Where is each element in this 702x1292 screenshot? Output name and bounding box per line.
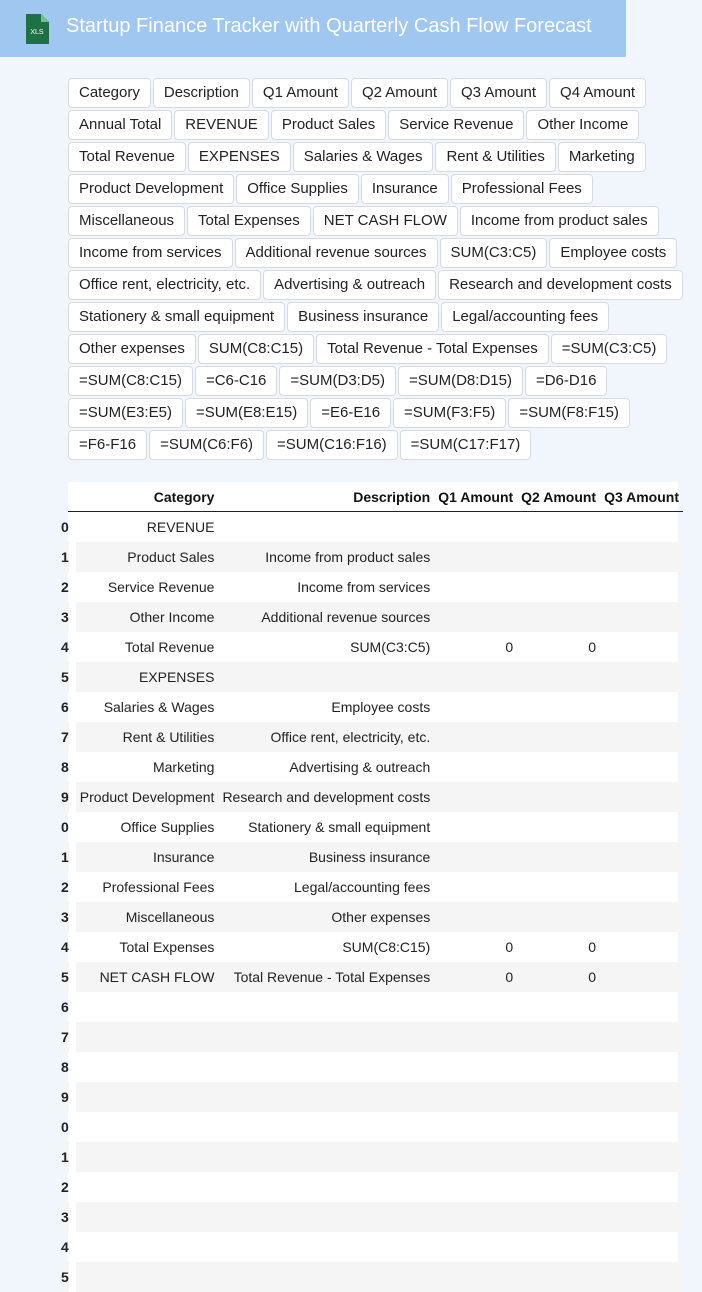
q2-amount-cell[interactable] bbox=[517, 992, 600, 1022]
value-chip[interactable]: Annual Total bbox=[68, 110, 172, 140]
description-cell[interactable] bbox=[218, 1232, 434, 1262]
value-chip[interactable]: Rent & Utilities bbox=[435, 142, 555, 172]
q3-amount-cell[interactable] bbox=[600, 1232, 683, 1262]
description-cell[interactable] bbox=[218, 1022, 434, 1052]
table-body bbox=[61, 512, 683, 1292]
description-cell[interactable] bbox=[218, 1172, 434, 1202]
row-index: 5 bbox=[61, 1262, 69, 1292]
row-index: 3 bbox=[61, 902, 69, 932]
q3-amount-cell[interactable] bbox=[600, 512, 683, 543]
row-index: 1 bbox=[61, 542, 69, 572]
value-chip[interactable]: Q3 Amount bbox=[450, 78, 547, 108]
table-row bbox=[68, 1172, 683, 1202]
value-chip[interactable]: SUM(C8:C15) bbox=[198, 334, 314, 364]
value-chip[interactable]: =C6-C16 bbox=[195, 366, 277, 396]
q1-amount-cell[interactable] bbox=[434, 872, 517, 902]
value-chip[interactable]: Salaries & Wages bbox=[293, 142, 434, 172]
value-chip[interactable]: Professional Fees bbox=[451, 174, 593, 204]
table-row bbox=[68, 812, 683, 842]
category-cell[interactable] bbox=[76, 1022, 219, 1052]
svg-text:XLS: XLS bbox=[30, 29, 44, 36]
table-row bbox=[68, 902, 683, 932]
value-chip[interactable]: Category bbox=[68, 78, 151, 108]
value-chip[interactable]: Marketing bbox=[558, 142, 646, 172]
description-cell[interactable] bbox=[218, 1142, 434, 1172]
table-row bbox=[68, 542, 683, 572]
description-cell[interactable]: Total Revenue - Total Expenses bbox=[218, 962, 434, 992]
q1-amount-cell[interactable] bbox=[434, 692, 517, 722]
category-cell[interactable]: Rent & Utilities bbox=[76, 722, 219, 752]
category-cell[interactable]: Service Revenue bbox=[107, 579, 215, 595]
value-chip[interactable]: Other Income bbox=[526, 110, 639, 140]
row-index: 0 bbox=[61, 819, 69, 835]
value-chip[interactable]: Office rent, electricity, etc. bbox=[68, 270, 261, 300]
q2-amount-cell[interactable] bbox=[517, 902, 600, 932]
q1-amount-cell[interactable] bbox=[434, 1142, 517, 1172]
category-cell[interactable] bbox=[76, 1202, 219, 1232]
table-row bbox=[68, 1112, 683, 1142]
q3-amount-cell[interactable] bbox=[600, 932, 683, 962]
table-row bbox=[68, 1022, 683, 1052]
value-chip[interactable]: =F6-F16 bbox=[68, 430, 147, 460]
q1-amount-cell[interactable]: 0 bbox=[434, 962, 517, 992]
category-cell[interactable] bbox=[76, 1112, 219, 1142]
q2-amount-cell[interactable] bbox=[517, 782, 600, 812]
value-chip[interactable]: Stationery & small equipment bbox=[68, 302, 285, 332]
category-cell[interactable]: Product Development bbox=[76, 782, 219, 812]
description-cell[interactable] bbox=[218, 992, 434, 1022]
q1-amount-cell[interactable] bbox=[434, 752, 517, 782]
q1-amount-cell[interactable]: 0 bbox=[505, 639, 514, 655]
category-cell[interactable] bbox=[76, 1232, 219, 1262]
description-cell[interactable]: Employee costs bbox=[331, 699, 431, 715]
value-chip[interactable]: NET CASH FLOW bbox=[313, 206, 458, 236]
q1-amount-header[interactable]: Q1 Amount bbox=[434, 482, 517, 512]
row-index: 5 bbox=[61, 962, 69, 992]
q1-amount-cell[interactable]: 0 bbox=[505, 939, 514, 955]
q2-amount-cell[interactable] bbox=[517, 872, 600, 902]
q2-amount-cell[interactable] bbox=[517, 1172, 600, 1202]
q2-amount-cell[interactable] bbox=[517, 542, 600, 572]
value-chip[interactable]: Office Supplies bbox=[236, 174, 359, 204]
value-chip[interactable]: =SUM(C16:F16) bbox=[266, 430, 398, 460]
category-cell[interactable]: Insurance bbox=[76, 842, 219, 872]
value-chip[interactable]: Total Revenue bbox=[68, 142, 186, 172]
table-row bbox=[68, 872, 683, 902]
category-cell[interactable]: EXPENSES bbox=[76, 662, 219, 692]
q3-amount-cell[interactable] bbox=[600, 1142, 683, 1172]
q3-amount-cell[interactable] bbox=[600, 992, 683, 1022]
table-row bbox=[68, 842, 683, 872]
category-cell[interactable]: Total Expenses bbox=[119, 939, 215, 955]
value-chip[interactable]: Q2 Amount bbox=[351, 78, 448, 108]
q1-amount-cell[interactable] bbox=[434, 1052, 517, 1082]
row-index: 6 bbox=[61, 699, 69, 715]
value-chip[interactable]: Product Sales bbox=[271, 110, 386, 140]
q3-amount-header[interactable]: Q3 Amount bbox=[600, 482, 683, 512]
q2-amount-cell[interactable] bbox=[517, 1022, 600, 1052]
value-chip[interactable]: =SUM(C3:C5) bbox=[551, 334, 668, 364]
q3-amount-cell[interactable] bbox=[600, 872, 683, 902]
q3-amount-cell[interactable] bbox=[600, 782, 683, 812]
value-chip[interactable]: Other expenses bbox=[68, 334, 196, 364]
category-cell[interactable]: Total Revenue bbox=[124, 639, 215, 655]
q2-amount-cell[interactable]: 0 bbox=[588, 939, 597, 955]
value-chip[interactable]: Description bbox=[153, 78, 250, 108]
q1-amount-cell[interactable] bbox=[434, 1202, 517, 1232]
category-cell[interactable] bbox=[76, 992, 219, 1022]
description-cell[interactable]: Office rent, electricity, etc. bbox=[218, 722, 434, 752]
table-row bbox=[68, 632, 683, 662]
value-chip[interactable]: Insurance bbox=[361, 174, 449, 204]
description-cell[interactable]: Income from services bbox=[297, 579, 431, 595]
q3-amount-cell[interactable] bbox=[600, 842, 683, 872]
row-index: 1 bbox=[61, 1142, 69, 1172]
description-cell[interactable] bbox=[218, 1112, 434, 1142]
spreadsheet-view[interactable] bbox=[61, 482, 679, 1292]
value-chip[interactable]: Miscellaneous bbox=[68, 206, 185, 236]
q1-amount-cell[interactable] bbox=[434, 1082, 517, 1112]
value-chip[interactable]: =SUM(D8:D15) bbox=[398, 366, 523, 396]
q2-amount-cell[interactable] bbox=[517, 1202, 600, 1232]
value-chip[interactable]: =SUM(D3:D5) bbox=[279, 366, 396, 396]
value-chip[interactable]: =SUM(C6:F6) bbox=[149, 430, 264, 460]
table-row bbox=[68, 752, 683, 782]
q2-amount-cell[interactable] bbox=[517, 1052, 600, 1082]
row-index: 3 bbox=[61, 1202, 69, 1232]
description-cell[interactable] bbox=[218, 1262, 434, 1292]
value-chip[interactable]: Business insurance bbox=[287, 302, 439, 332]
value-chip[interactable]: Product Development bbox=[68, 174, 234, 204]
value-chip[interactable]: REVENUE bbox=[174, 110, 269, 140]
table-row bbox=[68, 1232, 683, 1262]
table-row bbox=[68, 662, 683, 692]
table-row bbox=[68, 1142, 683, 1172]
row-index: 6 bbox=[61, 999, 69, 1015]
page-title: Startup Finance Tracker with Quarterly Cash Flow Forecast bbox=[66, 15, 592, 37]
value-chip[interactable]: Total Revenue - Total Expenses bbox=[316, 334, 549, 364]
row-index: 9 bbox=[61, 1082, 69, 1112]
q1-amount-cell[interactable] bbox=[434, 1112, 517, 1142]
q1-amount-cell[interactable] bbox=[434, 512, 517, 543]
value-chip[interactable]: Income from product sales bbox=[460, 206, 659, 236]
category-cell[interactable]: Miscellaneous bbox=[76, 902, 219, 932]
q1-amount-cell[interactable] bbox=[434, 782, 517, 812]
q3-amount-cell[interactable] bbox=[600, 752, 683, 782]
q3-amount-cell[interactable] bbox=[600, 722, 683, 752]
q3-amount-cell[interactable] bbox=[600, 1262, 683, 1292]
q3-amount-cell[interactable] bbox=[600, 962, 683, 992]
description-cell[interactable]: SUM(C3:C5) bbox=[350, 639, 431, 655]
value-chip[interactable]: =SUM(E3:E5) bbox=[68, 398, 183, 428]
row-index: 5 bbox=[61, 662, 69, 692]
description-cell[interactable]: SUM(C8:C15) bbox=[342, 939, 431, 955]
value-chip[interactable]: Q4 Amount bbox=[549, 78, 646, 108]
row-index: 7 bbox=[61, 722, 69, 752]
row-index: 2 bbox=[61, 579, 69, 595]
value-chip[interactable]: =SUM(C8:C15) bbox=[68, 366, 193, 396]
category-cell[interactable]: Other Income bbox=[76, 602, 219, 632]
category-cell[interactable] bbox=[76, 1262, 219, 1292]
table-row bbox=[68, 602, 683, 632]
q2-amount-cell[interactable] bbox=[517, 1112, 600, 1142]
description-cell[interactable]: Other expenses bbox=[218, 902, 434, 932]
q2-amount-cell[interactable] bbox=[517, 572, 600, 602]
description-cell[interactable] bbox=[218, 1202, 434, 1232]
row-index: 3 bbox=[61, 602, 69, 632]
category-cell[interactable]: Product Sales bbox=[76, 542, 219, 572]
description-cell[interactable] bbox=[218, 1082, 434, 1112]
value-chip[interactable]: EXPENSES bbox=[188, 142, 291, 172]
table-row bbox=[68, 782, 683, 812]
row-index: 8 bbox=[61, 759, 69, 775]
q1-amount-cell[interactable] bbox=[434, 602, 517, 632]
value-chip[interactable]: Employee costs bbox=[549, 238, 677, 268]
value-chip[interactable]: =D6-D16 bbox=[525, 366, 607, 396]
description-cell[interactable]: Income from product sales bbox=[218, 542, 434, 572]
column-values-chip-list bbox=[68, 78, 693, 462]
value-chip[interactable]: =SUM(C17:F17) bbox=[400, 430, 532, 460]
value-chip[interactable]: =SUM(E8:E15) bbox=[185, 398, 308, 428]
index-header[interactable] bbox=[68, 482, 76, 512]
row-index: 4 bbox=[61, 939, 69, 955]
q1-amount-cell[interactable] bbox=[434, 902, 517, 932]
spreadsheet-table bbox=[61, 482, 683, 1292]
category-cell[interactable]: Marketing bbox=[152, 759, 215, 775]
q1-amount-cell[interactable] bbox=[434, 1262, 517, 1292]
table-row bbox=[68, 992, 683, 1022]
q2-amount-cell[interactable] bbox=[517, 602, 600, 632]
q2-amount-cell[interactable] bbox=[517, 1142, 600, 1172]
value-chip[interactable]: Legal/accounting fees bbox=[441, 302, 609, 332]
category-cell[interactable]: Professional Fees bbox=[102, 879, 215, 895]
table-row bbox=[68, 932, 683, 962]
category-cell[interactable] bbox=[76, 1082, 219, 1112]
row-index: 8 bbox=[61, 1059, 69, 1075]
q3-amount-cell[interactable] bbox=[600, 902, 683, 932]
table-row bbox=[68, 722, 683, 752]
q1-amount-cell[interactable] bbox=[434, 722, 517, 752]
q2-amount-cell[interactable]: 0 bbox=[588, 639, 597, 655]
table-row bbox=[68, 962, 683, 992]
q3-amount-cell[interactable] bbox=[600, 812, 683, 842]
table-row bbox=[68, 692, 683, 722]
q2-amount-cell[interactable] bbox=[517, 512, 600, 543]
row-index: 9 bbox=[61, 782, 69, 812]
q2-amount-cell[interactable] bbox=[517, 1082, 600, 1112]
q3-amount-cell[interactable] bbox=[600, 602, 683, 632]
value-chip[interactable]: Research and development costs bbox=[438, 270, 683, 300]
value-chip[interactable]: =SUM(F8:F15) bbox=[508, 398, 630, 428]
value-chip[interactable]: Total Expenses bbox=[187, 206, 311, 236]
q1-amount-cell[interactable] bbox=[434, 812, 517, 842]
value-chip[interactable]: Service Revenue bbox=[388, 110, 524, 140]
q3-amount-cell[interactable] bbox=[600, 542, 683, 572]
q3-amount-cell[interactable] bbox=[600, 692, 683, 722]
table-row bbox=[68, 1262, 683, 1292]
table-row bbox=[68, 1082, 683, 1112]
q2-amount-cell[interactable] bbox=[517, 752, 600, 782]
value-chip[interactable]: Additional revenue sources bbox=[235, 238, 438, 268]
q1-amount-cell[interactable] bbox=[434, 842, 517, 872]
table-row bbox=[68, 572, 683, 602]
q2-amount-cell[interactable] bbox=[517, 722, 600, 752]
value-chip[interactable]: SUM(C3:C5) bbox=[440, 238, 548, 268]
category-cell[interactable]: Office Supplies bbox=[120, 819, 215, 835]
q2-amount-cell[interactable] bbox=[517, 692, 600, 722]
table-header-row bbox=[68, 482, 683, 512]
q1-amount-cell[interactable] bbox=[434, 662, 517, 692]
description-cell[interactable] bbox=[218, 512, 434, 543]
q3-amount-cell[interactable] bbox=[600, 1082, 683, 1112]
q2-amount-cell[interactable] bbox=[517, 812, 600, 842]
q2-amount-cell[interactable] bbox=[517, 842, 600, 872]
q2-amount-cell[interactable] bbox=[517, 662, 600, 692]
q3-amount-cell[interactable] bbox=[600, 1052, 683, 1082]
q3-amount-cell[interactable] bbox=[600, 632, 683, 662]
row-index: 4 bbox=[61, 639, 69, 655]
q2-amount-header[interactable]: Q2 Amount bbox=[517, 482, 600, 512]
category-cell[interactable]: NET CASH FLOW bbox=[76, 962, 219, 992]
description-cell[interactable]: Advertising & outreach bbox=[289, 759, 431, 775]
category-cell[interactable] bbox=[76, 1172, 219, 1202]
description-cell[interactable] bbox=[218, 662, 434, 692]
description-cell[interactable] bbox=[218, 1052, 434, 1082]
q2-amount-cell[interactable] bbox=[517, 1262, 600, 1292]
q1-amount-cell[interactable] bbox=[434, 992, 517, 1022]
value-chip[interactable]: =E6-E16 bbox=[310, 398, 391, 428]
row-index: 0 bbox=[61, 519, 69, 535]
q3-amount-cell[interactable] bbox=[600, 1172, 683, 1202]
category-cell[interactable] bbox=[76, 1052, 219, 1082]
q1-amount-cell[interactable] bbox=[434, 542, 517, 572]
category-cell[interactable]: Salaries & Wages bbox=[103, 699, 215, 715]
q2-amount-cell[interactable]: 0 bbox=[517, 962, 600, 992]
row-index: 0 bbox=[61, 1119, 69, 1135]
q3-amount-cell[interactable] bbox=[600, 662, 683, 692]
table-row bbox=[68, 512, 683, 543]
q1-amount-cell[interactable] bbox=[434, 1022, 517, 1052]
q3-amount-cell[interactable] bbox=[600, 1022, 683, 1052]
value-chip[interactable]: Q1 Amount bbox=[252, 78, 349, 108]
q1-amount-cell[interactable] bbox=[434, 1172, 517, 1202]
q3-amount-cell[interactable] bbox=[600, 1202, 683, 1232]
description-cell[interactable]: Stationery & small equipment bbox=[248, 819, 431, 835]
category-cell[interactable]: REVENUE bbox=[146, 519, 215, 535]
row-index: 7 bbox=[61, 1022, 69, 1052]
q3-amount-cell[interactable] bbox=[600, 1112, 683, 1142]
q2-amount-cell[interactable] bbox=[517, 1232, 600, 1262]
description-cell[interactable]: Additional revenue sources bbox=[218, 602, 434, 632]
q1-amount-cell[interactable] bbox=[434, 572, 517, 602]
q1-amount-cell[interactable] bbox=[434, 1232, 517, 1262]
q3-amount-cell[interactable] bbox=[600, 572, 683, 602]
row-index: 4 bbox=[61, 1239, 69, 1255]
category-header[interactable]: Category bbox=[76, 482, 219, 512]
table-row bbox=[68, 1202, 683, 1232]
value-chip[interactable]: Income from services bbox=[68, 238, 233, 268]
description-cell[interactable]: Legal/accounting fees bbox=[294, 879, 431, 895]
row-index: 2 bbox=[61, 879, 69, 895]
category-cell[interactable] bbox=[76, 1142, 219, 1172]
description-cell[interactable]: Research and development costs bbox=[218, 782, 434, 812]
spreadsheet-file-icon bbox=[22, 14, 50, 44]
row-index: 2 bbox=[61, 1179, 69, 1195]
value-chip[interactable]: Advertising & outreach bbox=[263, 270, 436, 300]
table-row bbox=[68, 1052, 683, 1082]
description-cell[interactable]: Business insurance bbox=[218, 842, 434, 872]
value-chip[interactable]: =SUM(F3:F5) bbox=[393, 398, 506, 428]
row-index: 1 bbox=[61, 842, 69, 872]
app-header bbox=[0, 0, 626, 57]
description-header[interactable]: Description bbox=[218, 482, 434, 512]
